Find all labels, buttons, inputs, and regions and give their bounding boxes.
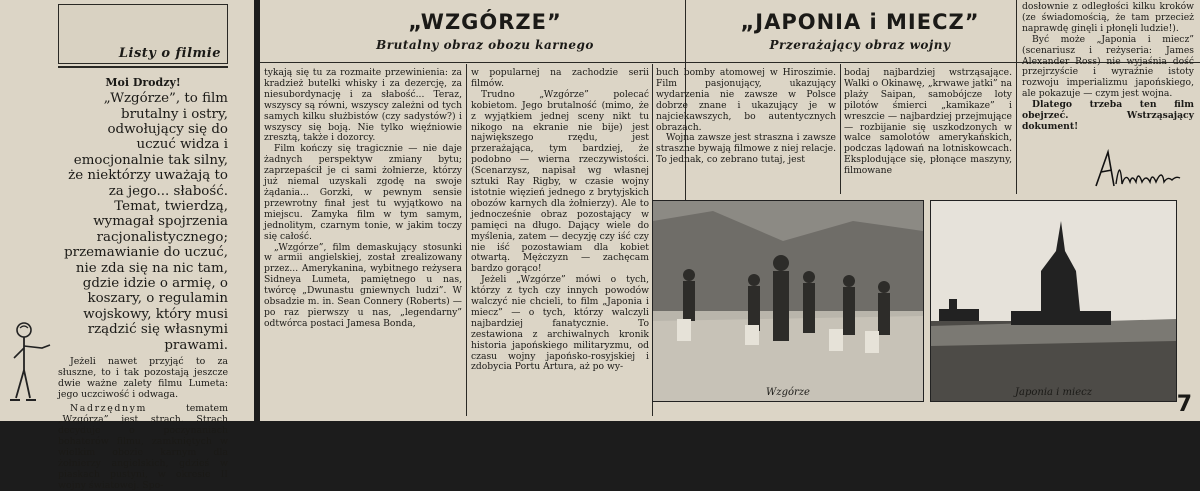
lead-paragraph: „Wzgórze”, to film brutalny i ostry, odwołujący się do uczuć widza i emocjonalnie tak silny, że niektórzy uważają to za jego... słabość. Temat, twierdzą, wymagał spojrzenia racjonalistycznego; przemawianie do uczuć, nie zda się na nic tam, gdzie idzie o armię, o koszary, o regulamin wojskowy, który musi rządzić się własnymi prawami. [64, 91, 228, 353]
paragraph: Być może „Japonia i miecz” (scenariusz i reżyseria: James Alexander Ross) nie wyjaśnia dość przejrzyście i wyraźnie istoty rozwoju imperializmu japońskiego, ale pokazuje — czym jest wojna. [1022, 33, 1194, 100]
photo-caption-wzgorze: Wzgórze [766, 387, 810, 398]
paragraph: Wojna zawsze jest straszna i zawsze straszne bywają filmowe z niej relacje. To jednak, co zebrano tutaj, jest [656, 132, 836, 166]
photo-wzgorze-image [653, 201, 923, 401]
section-header-box [58, 4, 228, 64]
paragraph: tykają się tu za rozmaite przewinienia: za kradzież butelki whisky i za dezercję, za niesubordynację i za słabość... Teraz, wszyscy są równi, wszyscy zależni od tych samych kilku służbistów (czy sadystów?) i wszyscy się boją. Nie tylko więźniowie zresztą, także i dozorcy. [264, 67, 462, 144]
spaced-word: Nadrzędnym [70, 403, 147, 415]
headline-japonia: „JAPONIA i MIECZ” [740, 10, 980, 34]
subheadline-wzgorze: Brutalny obraz obozu karnego [376, 38, 594, 52]
paragraph: bodaj najbardziej wstrząsające. Walki o Okinawę, „krwawe jatki” na plaży Saipan, samobójcze loty pilotów śmierci „kamikaze” i wreszcie — najbardziej przejmujące — rozbijanie się uszkodzonych w walce samolotów amerykańskich, podczas lądowań na lotniskowcach. Eksplodujące się, płonące maszyny, filmowane [844, 67, 1012, 177]
section-label: Listy o filmie [118, 46, 221, 61]
column-separator [466, 64, 467, 416]
paragraph: Jeżeli nawet przyjąć to za słuszne, to i tak pozostają jeszcze dwie ważne zalety filmu Lumeta: jego uczciwość i odwaga. [58, 356, 228, 401]
column-separator [840, 64, 841, 194]
photo-wzgorze [652, 200, 924, 402]
article-column [471, 68, 649, 418]
column-separator [1016, 0, 1017, 194]
paragraph: Trudno „Wzgórze” polecać kobietom. Jego brutalność (mimo, że z wyjątkiem jednej sceny nikt tu nikogo na ekranie nie bije) jest największego rzędu, jest przerażająca, tym bardziej, że podobno — wierna rzeczywistości. (Scenarzysz, napisał wg własnej sztuki Ray Rigby, w czasie wojny istotnie więzień jednego z brytyjskich obozów karnych dla żołnierzy). Ale to jednocześnie obraz pozostający w pamięci na długo. Dający wiele do myślenia, zatem — decyzję czy iść czy nie iść pozostawiam dla kobiet otwartą. Mężczyzn — zachęcam bardzo gorąco! [471, 88, 649, 275]
signature [1092, 146, 1182, 194]
subheadline-japonia: Przerażający obraz wojny [769, 38, 951, 52]
paragraph: Dlatego trzeba ten film obejrzeć. Wstrząsający dokument! [1022, 99, 1194, 132]
paragraph: buch bomby atomowej w Hiroszimie. Film pasjonujący, ukazujący wydarzenia nie zawsze w Polsce dobrze znane i ukazujący je w najciekawszych, bo autentycznych obrazach. [656, 67, 836, 133]
page-number: 7 [1176, 392, 1192, 417]
article-column [1022, 2, 1194, 144]
article-column [264, 68, 462, 418]
section-divider [58, 66, 228, 68]
letter-column [58, 72, 228, 491]
article-column [844, 68, 1012, 194]
salutation: Moi Drodzy! [105, 76, 181, 89]
paragraph: „Wzgórze”, film demaskujący stosunki w armii angielskiej, został zrealizowany przez... Amerykanina, wybitnego reżysera Sidneya Lumeta, pamiętnego u nas, twórcę „Dwunastu gniewnych ludzi”. W obsadzie m. in. Sean Connery (Roberts) — po raz pierwszy u nas, „legendarny” odtwórca postaci Jamesa Bonda, [264, 241, 462, 329]
right-page [260, 0, 1200, 421]
photo-caption-japonia: Japonia i miecz [1014, 387, 1093, 398]
pointing-figure-illustration [4, 318, 56, 408]
paragraph-rest: tematem „Wzgórza” jest strach. Strach decyduje o poczynaniach bohaterów filmu, zamkniętych w wielkim obozie karnym dla żołnierzy angielskich, gdzieś w piaskach pustyni, w okresie II wojny światowej. Spo- [58, 403, 228, 491]
photo-japonia-image [931, 201, 1176, 401]
article-column [656, 68, 836, 194]
headline-wzgorze: „WZGÓRZE” [408, 10, 562, 34]
photo-japonia [930, 200, 1177, 402]
left-page-strip [0, 0, 254, 491]
paragraph: Film kończy się tragicznie — nie daje żadnych perspektyw zmiany bytu; zaprzepaścił je ci sami żołnierze, którzy już niemal uzyskali zgodę na swoje żądania... Gorzki, w pewnym sensie przewrotny finał jest tu wyjątkowo na miejscu. Zamyka film w tym samym, jednolitym, czarnym tonie, w jakim toczy się całość. [264, 143, 462, 242]
paragraph: w popularnej na zachodzie serii filmów. [471, 67, 649, 89]
paragraph: dosłownie z odległości kilku kroków (ze świadomością, że tam przecież naprawdę ginęli i płonęli ludzie!). [1022, 1, 1194, 34]
signature-image [1092, 146, 1182, 194]
paragraph [58, 403, 228, 491]
paragraph: Jeżeli „Wzgórze” mówi o tych, którzy z tych czy innych powodów walczyć nie chcieli, to film „Japonia i miecz” — o tych, którzy walczyli najbardziej fanatycznie. To zestawiona z archiwalnych kronik historia japońskiego militaryzmu, od czasu wojny japońsko-rosyjskiej i zdobycia Portu Artura, aż po wy- [471, 274, 649, 373]
